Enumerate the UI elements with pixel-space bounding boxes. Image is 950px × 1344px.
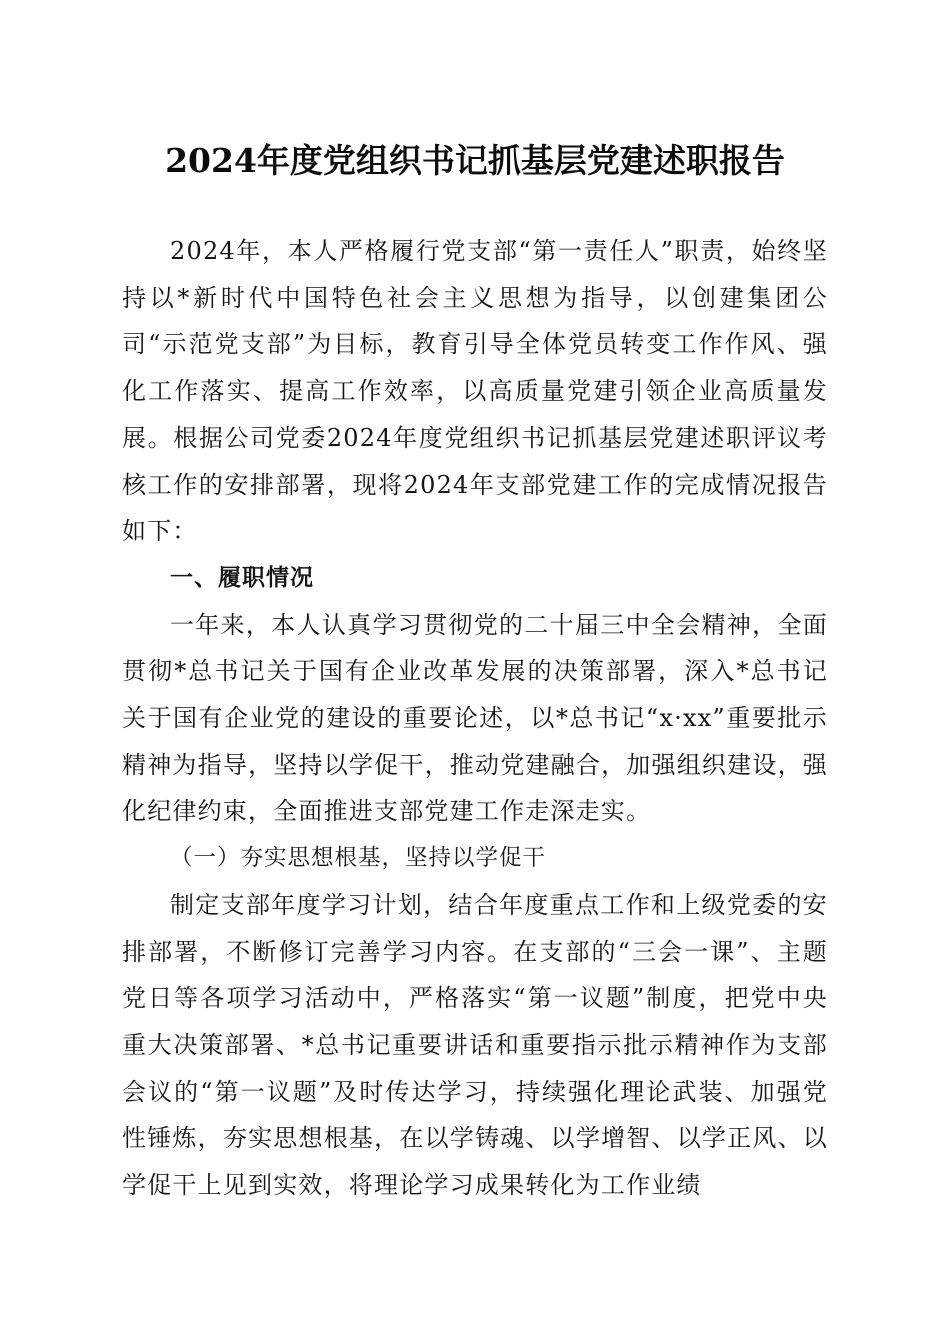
section-heading-performance: 一、履职情况 (170, 564, 314, 591)
intro-paragraph: 2024年，本人严格履行党支部“第一责任人”职责，始终坚持以*新时代中国特色社会主义思想为指导，以创建集团公司“示范党支部”为目标，教育引导全体党员转变工作作风、强化工作落实、提高工作效率，以高质量党建引领企业高质量发展。根据公司党委2024年度党组织书记抓基层党建述职评议考核工作的安排部署，现将2024年支部党建工作的完成情况报告如下： (122, 237, 828, 546)
subsection-heading-ideology: （一）夯实思想根基，坚持以学促干 (170, 845, 547, 872)
document-title: 2024年度党组织书记抓基层党建述职报告 (165, 141, 785, 180)
section-paragraph-performance: 一年来，本人认真学习贯彻党的二十届三中全会精神，全面贯彻*总书记关于国有企业改革发展的决策部署，深入*总书记关于国有企业党的建设的重要论述，以*总书记“x·xx”重要批示精神为指导，坚持以学促干，推动党建融合，加强组织建设，强化纪律约束，全面推进支部党建工作走深走实。 (122, 610, 828, 826)
subsection-paragraph-ideology: 制定支部年度学习计划，结合年度重点工作和上级党委的安排部署，不断修订完善学习内容。在支部的“三会一课”、主题党日等各项学习活动中，严格落实“第一议题”制度，把党中央重大决策部署、*总书记重要讲话和重要指示批示精神作为支部会议的“第一议题”及时传达学习，持续强化理论武装、加强党性锤炼，夯实思想根基，在以学铸魂、以学增智、以学正风、以学促干上见到实效，将理论学习成果转化为工作业绩 (122, 890, 828, 1200)
document-body (122, 228, 828, 1209)
